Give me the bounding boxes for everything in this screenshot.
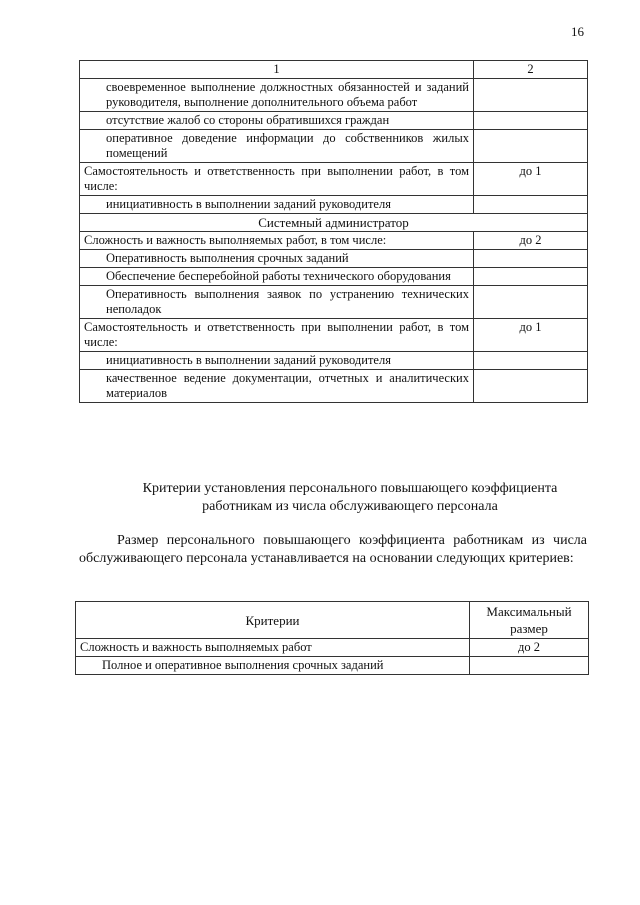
page-number: 16: [571, 24, 584, 39]
criterion-text: Обеспечение бесперебойной работы технического оборудования: [80, 268, 474, 286]
criterion-value: [474, 112, 588, 130]
sub-criterion-row: [80, 370, 588, 403]
header-max-size: Максимальный размер: [470, 602, 589, 639]
column-number-2: 2: [474, 61, 588, 79]
criterion-text: отсутствие жалоб со стороны обратившихся граждан: [80, 112, 474, 130]
criterion-text: Самостоятельность и ответственность при выполнении работ, в том числе:: [80, 163, 474, 196]
sub-criterion-row: [80, 112, 588, 130]
column-number-row: [80, 61, 588, 79]
sub-criterion-row: [80, 352, 588, 370]
criterion-value: [474, 196, 588, 214]
criterion-value: [474, 352, 588, 370]
sub-criterion-row: [80, 79, 588, 112]
criterion-value: до 1: [474, 163, 588, 196]
criterion-value: [474, 268, 588, 286]
criterion-text: оперативное доведение информации до собственников жилых помещений: [80, 130, 474, 163]
sub-criterion-row: [80, 196, 588, 214]
criterion-value: [474, 286, 588, 319]
criterion-text: Оперативность выполнения заявок по устранению технических неполадок: [80, 286, 474, 319]
criterion-value: [474, 79, 588, 112]
criterion-text: своевременное выполнение должностных обязанностей и заданий руководителя, выполнение дополнительного объема работ: [80, 79, 474, 112]
section-row: [80, 214, 588, 232]
criterion-value: [474, 250, 588, 268]
criterion-value: [474, 370, 588, 403]
sub-criterion-row: [76, 657, 589, 675]
criterion-text: Полное и оперативное выполнения срочных заданий: [76, 657, 470, 675]
criterion-text: Сложность и важность выполняемых работ: [76, 639, 470, 657]
header-criteria: Критерии: [76, 602, 470, 639]
criterion-text: Самостоятельность и ответственность при выполнении работ, в том числе:: [80, 319, 474, 352]
criterion-row: [76, 639, 589, 657]
sub-criterion-row: [80, 286, 588, 319]
criterion-row: [80, 319, 588, 352]
sub-criterion-row: [80, 268, 588, 286]
criterion-value: [470, 657, 589, 675]
criteria-table-continued: [79, 60, 588, 403]
sub-criterion-row: [80, 250, 588, 268]
criterion-value: [474, 130, 588, 163]
criterion-text: инициативность в выполнении заданий руководителя: [80, 352, 474, 370]
criterion-row: [80, 163, 588, 196]
table-header-row: [76, 602, 589, 639]
criterion-text: Сложность и важность выполняемых работ, в том числе:: [80, 232, 474, 250]
criterion-row: [80, 232, 588, 250]
criterion-text: качественное ведение документации, отчетных и аналитических материалов: [80, 370, 474, 403]
section-title: Системный администратор: [80, 214, 588, 232]
criterion-value: до 2: [474, 232, 588, 250]
section-heading: Критерии установления персонального повышающего коэффициента работникам из числа обслуживающего персонала: [142, 481, 558, 514]
column-number-1: 1: [80, 61, 474, 79]
criterion-value: до 2: [470, 639, 589, 657]
criterion-text: Оперативность выполнения срочных заданий: [80, 250, 474, 268]
criterion-text: инициативность в выполнении заданий руководителя: [80, 196, 474, 214]
service-staff-criteria-table: [75, 601, 589, 675]
intro-paragraph: Размер персонального повышающего коэффициента работникам из числа обслуживающего персонала устанавливается на основании следующих критериев:: [79, 533, 587, 566]
sub-criterion-row: [80, 130, 588, 163]
criterion-value: до 1: [474, 319, 588, 352]
